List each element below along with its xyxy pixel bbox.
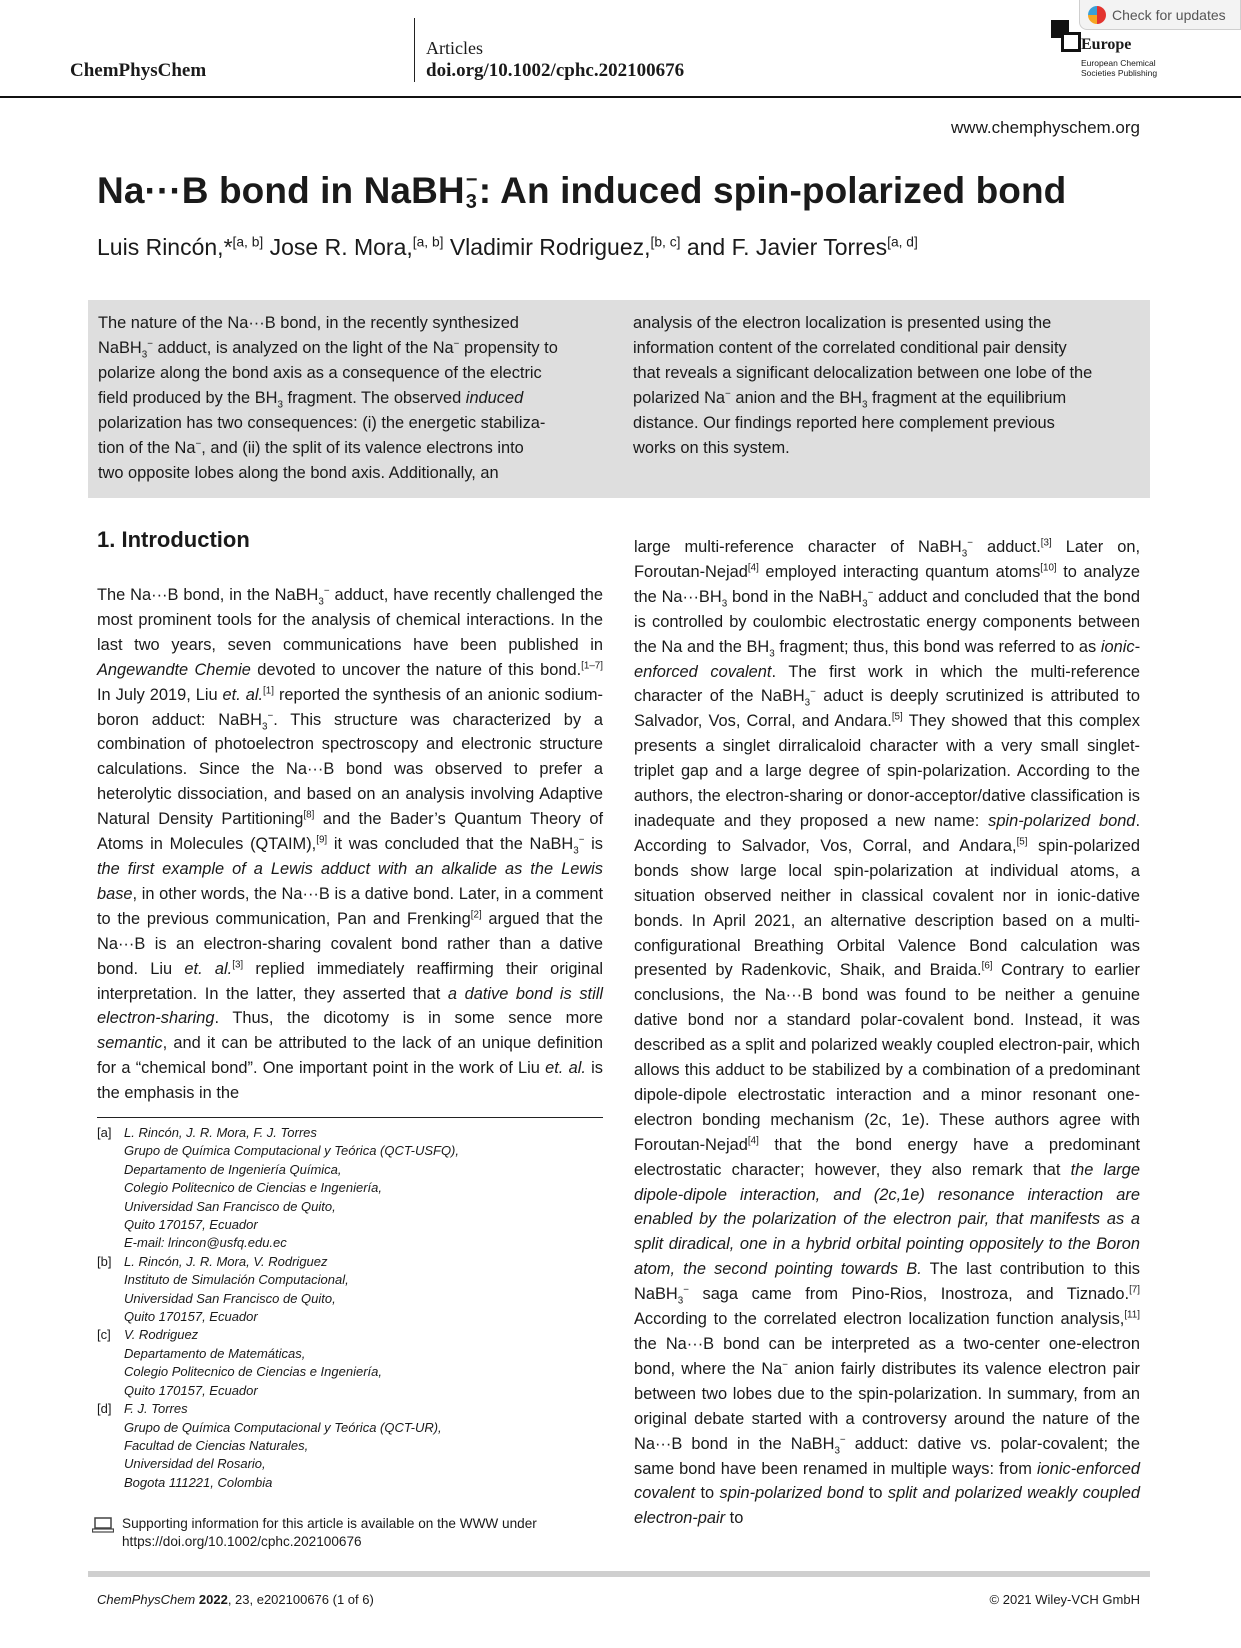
body-text-right: large multi-reference character of NaBH$_3$− adduct.[3] Later on, Foroutan-Nejad[4] employed interacting quantum atoms[10] to analyze the $Na\cdot\cdot\cdot BH_3$ bond in the NaBH$_3$− adduct and concluded that the bond is controlled by coulombic electrostatic energy components between the Na and the $BH_3$ fragment; thus, this bond was referred to as ionic-enforced covalent. The first work in which the multi-reference character of the NaBH$_3$− aduct is deeply scrutinized is attributed to Salvador, Vos, Corral, and Andara.[5] They showed that this complex presents a singlet dirralicaloid character with a very small singlet-triplet gap and a large degree of spin-polarization. According to the authors, the electron-sharing or donor-acceptor/dative classification is inadequate and they proposed a new name: spin-polarized bond. According to Salvador, Vos, Corral, and Andara,[5] spin-polarized bonds show large local spin-polarization at individual atoms, a situation observed neither in classical covalent nor in ionic-dative bonds. In April 2021, an alternative description based on a multi-configurational Breathing Orbital Valence Bond calculation was presented by Radenkovic, Shaik, and Braida.[6] Contrary to earlier conclusions, the Na···B bond was found to be neither a genuine dative bond nor a standard polar-covalent bond. Instead, it was described as a split and polarized weakly coupled electron-pair, which allows this adduct to be stabilized by a combination of a predominant dipole-dipole electrostatic interaction and a minor resonant one-electron bonding mechanism (2c, 1e). These authors agree with Foroutan-Nejad[4] that the bond energy have a predominant electrostatic character; however, they also remark that the large dipole-dipole interaction, and (2c,1e) resonance interaction are enabled by the polarization of the electron pair, that manifests as a split diradical, one in a hybrid orbital pointing oppositely to the Boron atom, the second pointing towards B. The last contribution to this NaBH$_3$− saga came from Pino-Rios, Inostroza, and Tiznado.[7] According to the correlated electron localization function analysis,[11] the Na···B bond can be interpreted as a two-center one-electron bond, where the Na− anion fairly distributes its valence electron pair between two lobes due to the spin-polarization. In summary, from an original debate started with a controversy around the nature of the Na···B bond in the NaBH$_3$− adduct: dative vs. polar-covalent; the same bond have been renamed in multiple ways: from ionic-enforced covalent to spin-polarized bond to split and polarized weakly coupled electron-pair to [634,537,1141,1528]
citation: [1] [263,685,274,697]
affiliation-d: [d] F. J. Torres Grupo de Química Computacional y Teórica (QCT-UR), Facultad de Ciencias Naturales, Universidad del Rosario, Bogota 111221, Colombia [97,1401,442,1490]
author: and F. Javier Torres [686,234,888,260]
article-title: Na···B bond in NaBH − 3 : An induced spin-polarized bond [97,169,1067,213]
publisher-name: Europe [1081,36,1132,53]
author-email[interactable]: E-mail: lrincon@usfq.edu.ec [124,1235,287,1251]
abstract-right-column: analysis of the electron localization is presented using the information content of the correlated conditional pair density that reveals a significant delocalization between one lobe of the polarized Na− anion and the $BH_3$ fragment at the equilibrium distance. Our findings reported here complement previous works on this system. [633,314,1093,457]
citation: [5] [891,711,903,723]
footer-rule [88,1571,1150,1577]
footer-copyright: © 2021 Wiley-VCH GmbH [989,1592,1140,1607]
body-text-left: The Na···B bond, in the NaBH$_3$− adduct, have recently challenged the most prominent tools for the analysis of chemical interactions. In the last two years, seven communications have been published in Angewandte Chemie devoted to uncover the nature of this bond.[1–7] In July 2019, Liu et. al.[1] reported the synthesis of an anionic sodium-boron adduct: NaBH$_3$−. This structure was characterized by a combination of photoelectron spectroscopy and electronic structure calculations. Since the Na···B bond was observed to prefer a heterolytic dissociation, and based on an analysis involving Adaptive Natural Density Partitioning[8] and the Bader’s Quantum Theory of Atoms in Molecules (QTAIM),[9] it was concluded that the NaBH$_3$− is the first example of a Lewis adduct with an alkalide as the Lewis base, in other words, the Na···B is a dative bond. Later, in a comment to the previous communication, Pan and Frenking[2] argued that the Na···B is an electron-sharing covalent bond rather than a dative bond. Liu et. al.[3] replied immediately reaffirming their original interpretation. In the latter, they asserted that a dative bond is still electron-sharing. Thus, the dicotomy is in some sence more semantic, and it can be attributed to the lack of an unique definition for a “chemical bond”. One important point in the work of Liu et. al. is the emphasis in the [97,585,604,1103]
doi-link[interactable]: doi.org/10.1002/cphc.202100676 [426,60,685,81]
section-label: Articles [426,38,483,58]
header-rule [0,96,1241,98]
citation: [8] [303,809,315,821]
footnote-rule [97,1117,603,1118]
author: Jose R. Mora, [269,234,413,260]
author: Luis Rincón,* [97,234,233,260]
citation: [1–7] [581,660,603,672]
abstract-left-column: The nature of the Na···B bond, in the recently synthesized NaBH$_3$− adduct, is analyzed on the light of the Na− propensity to polarize along the bond axis as a consequence of the electric field produced by the $BH_3$ fragment. The observed induced polarization has two consequences: (i) the energetic stabiliza- tion of the Na−, and (ii) the split of its valence electrons into two opposite lobes along the bond axis. Additionally, an [98,314,558,482]
citation: [9] [316,834,328,846]
affiliation-c: [c] V. Rodriguez Departamento de Matemáticas, Colegio Politecnico de Ciencias e Ingeniería, Quito 170157, Ecuador [97,1327,382,1398]
citation: [2] [470,909,482,921]
journal-name: ChemPhysChem [70,60,207,81]
supporting-information-note: Supporting information for this article is available on the WWW under https://doi.org/10.1002/cphc.202100676 [92,1515,604,1552]
laptop-icon [92,1517,114,1533]
affiliations [97,1124,617,1492]
author: Vladimir Rodriguez, [449,234,651,260]
citation: [6] [981,960,993,972]
abstract [88,300,1150,498]
publisher-subtitle: Societies Publishing [1081,68,1158,78]
citation: [10] [1040,562,1057,574]
citation: [3] [1040,537,1052,549]
footer-citation: ChemPhysChem 2022, 23, e202100676 (1 of 6) [97,1592,374,1607]
citation: [4] [747,562,759,574]
check-for-updates-label: Check for updates [1112,6,1226,23]
section-heading: 1. Introduction [97,527,250,552]
journal-website[interactable]: www.chemphyschem.org [951,118,1140,137]
supporting-info-link[interactable]: https://doi.org/10.1002/cphc.202100676 [122,1534,362,1550]
author-list: Luis Rincón,*[a, b] Jose R. Mora,[a, b] Vladimir Rodriguez,[b, c] and F. Javier Torres[a, d] [97,234,918,260]
citation: [11] [1124,1309,1140,1321]
citation: [4] [747,1135,759,1147]
citation: [5] [1016,836,1028,848]
publisher-subtitle: European Chemical [1081,58,1156,68]
header-divider [414,18,415,82]
citation: [3] [232,959,244,971]
affiliation-b: [b] L. Rincón, J. R. Mora, V. Rodriguez Instituto de Simulación Computacional, Universidad San Francisco de Quito, Quito 170157, Ecuador [97,1253,349,1325]
crossmark-icon [1088,6,1106,24]
citation: [7] [1129,1284,1140,1296]
affiliation-a: [a] L. Rincón, J. R. Mora, F. J. Torres Grupo de Química Computacional y Teórica (QCT-USFQ), Departamento de Ingeniería Química, Colegio Politecnico de Ciencias e Ingeniería, Universidad San Francisco de Quito, Quito 170157, Ecuador E-mail: lrincon@usfq.edu.ec [97,1124,617,1253]
check-for-updates-button[interactable] [1079,0,1241,30]
